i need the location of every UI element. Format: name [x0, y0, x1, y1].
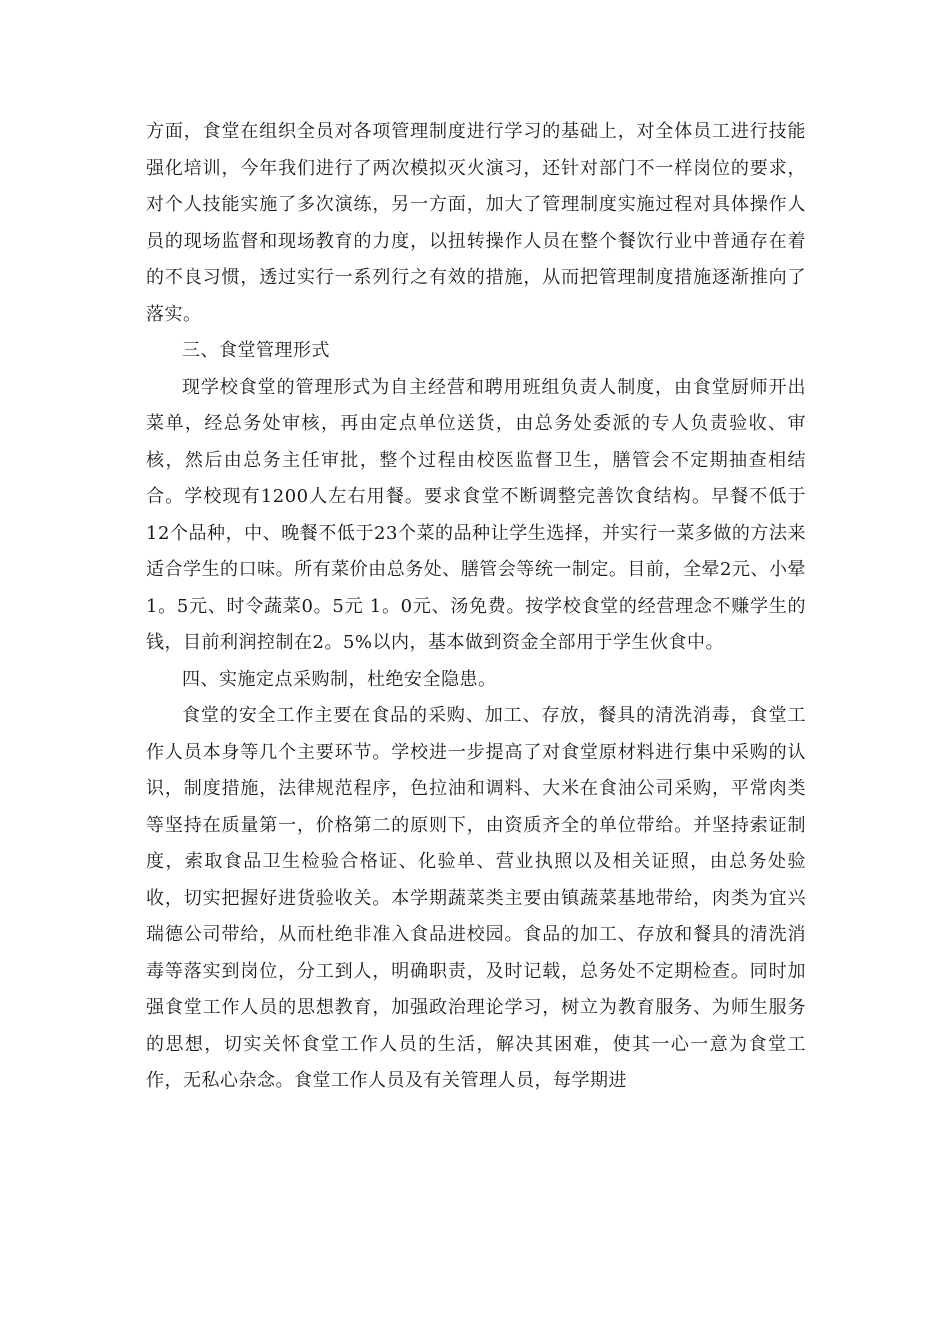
section-heading-management-form: 三、食堂管理形式: [182, 340, 330, 361]
document-body: [146, 114, 806, 1100]
paragraph-procurement: 食堂的安全工作主要在食品的采购、加工、存放，餐具的清洗消毒，食堂工作人员本身等几个主要环节。学校进一步提高了对食堂原材料进行集中采购的认识，制度措施，法律规范程序，色拉油和调料、大米在食油公司采购，平常肉类等坚持在质量第一，价格第二的原则下，由资质齐全的单位带给。并坚持索证制度，索取食品卫生检验合格证、化验单、营业执照以及相关证照，由总务处验收，切实把握好进货验收关。本学期蔬菜类主要由镇蔬菜基地带给，肉类为宜兴瑞德公司带给，从而杜绝非准入食品进校园。食品的加工、存放和餐具的清洗消毒等落实到岗位，分工到人，明确职责，及时记载，总务处不定期检查。同时加强食堂工作人员的思想教育，加强政治理论学习，树立为教育服务、为师生服务的思想，切实关怀食堂工作人员的生活，解决其困难，使其一心一意为食堂工作，无私心杂念。食堂工作人员及有关管理人员，每学期进: [146, 705, 806, 1091]
section-heading-procurement: 四、实施定点采购制，杜绝安全隐患。: [182, 668, 497, 690]
paragraph-continuation: 方面，食堂在组织全员对各项管理制度进行学习的基础上，对全体员工进行技能强化培训，今年我们进行了两次模拟灭火演习，还针对部门不一样岗位的要求，对个人技能实施了多次演练，另一方面，加大了管理制度实施过程对具体操作人员的现场监督和现场教育的力度，以扭转操作人员在整个餐饮行业中普通存在着的不良习惯，透过实行一系列行之有效的措施，从而把管理制度措施逐渐推向了落实。: [146, 121, 806, 325]
paragraph-management-form: 现学校食堂的管理形式为自主经营和聘用班组负责人制度，由食堂厨师开出菜单，经总务处审核，再由定点单位送货，由总务处委派的专人负责验收、审核，然后由总务主任审批，整个过程由校医监督卫生，膳管会不定期抽查相结合。学校现有1200人左右用餐。要求食堂不断调整完善饮食结构。早餐不低于12个品种，中、晚餐不低于23个菜的品种让学生选择，并实行一菜多做的方法来适合学生的口味。所有菜价由总务处、膳管会等统一制定。目前，全晕2元、小晕1。5元、时令蔬菜0。5元 1。0元、汤免费。按学校食堂的经营理念不赚学生的钱，目前利润控制在2。5%以内，基本做到资金全部用于学生伙食中。: [146, 376, 806, 653]
